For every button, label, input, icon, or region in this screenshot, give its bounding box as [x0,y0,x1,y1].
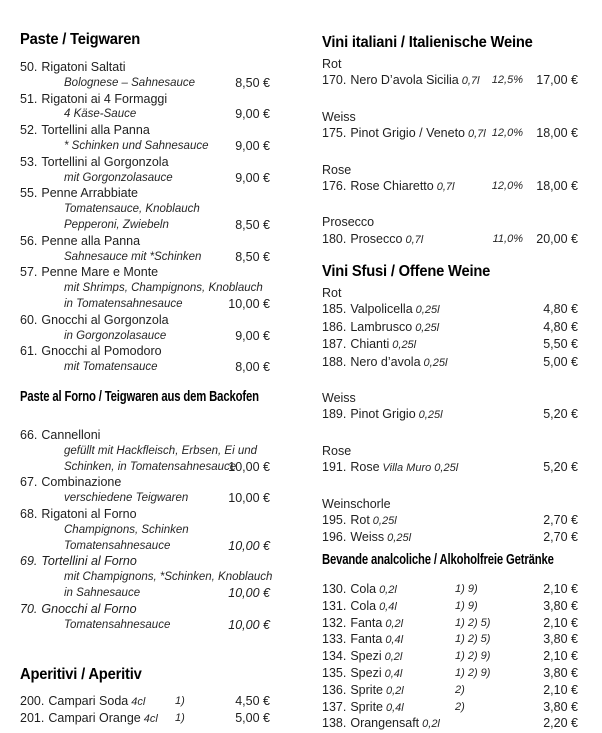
item-description-row [20,329,270,345]
item-description: mit Gorgonzolasauce [64,171,173,184]
item-size: 0,25l [372,515,397,528]
item-description-row [20,139,270,155]
item-size: 0,7l [468,128,486,141]
item-price: 3,80 € [543,665,578,680]
item-price: 5,20 € [543,460,578,475]
item-number: 200. [20,694,45,708]
menu-item-row [322,406,578,423]
item-number: 60. [20,312,38,327]
item-abv: 12,0% [491,127,523,140]
item-price: 2,10 € [543,615,578,630]
item-description-row [20,523,270,539]
subheader-label: Weinschorle [322,496,391,511]
item-number: 131. [322,598,347,613]
item-price: 17,00 € [536,73,578,88]
item-number: 180. [322,231,347,246]
menu-column-right [322,0,578,731]
item-description: mit Shrimps, Champignons, Knoblauch [64,282,263,295]
item-description: Bolognese – Sahnesauce [64,76,196,89]
item-price: 10,00 € [228,538,270,553]
item-number: 170. [322,73,347,88]
item-description-row [20,570,273,586]
wine-type-subheader [322,390,578,406]
item-number: 52. [20,123,38,138]
menu-item-row [20,711,270,728]
item-size: 4cl [131,696,146,708]
item-number: 68. [20,506,38,521]
item-price: 3,80 € [543,699,578,714]
item-name: Campari Orange [48,710,141,725]
section-title-aperitivi: Aperitivi / Aperitiv [20,666,142,683]
menu-item-row [20,234,270,250]
item-price: 2,70 € [543,513,578,528]
menu-item-row [20,123,270,139]
item-price: 10,00 € [228,296,270,311]
subheader-label: Rot [322,57,342,71]
item-number: 191. [322,460,347,475]
section-title-paste: Paste / Teigwaren [20,31,141,48]
item-name: Cola [350,582,377,596]
item-number: 130. [322,582,347,596]
item-name: Pinot Grigio [350,407,416,422]
item-description-row [20,250,270,266]
menu-item-row [322,125,578,142]
item-note: 1) 2) 9) [455,666,491,679]
item-name: Rose Chiaretto [350,179,434,194]
section-title-bevande: Bevande analcoliche / Alkoholfreie Getränke [322,552,554,568]
item-name: Combinazione [41,475,122,490]
item-name: Nero D’avola Sicilia [350,73,459,88]
item-price: 9,00 € [235,138,270,153]
section-title-vini-sfusi: Vini Sfusi / Offene Weine [322,263,491,280]
item-price: 3,80 € [543,632,578,647]
item-note: 1) 9) [455,599,478,612]
item-size: 0,25l [415,321,440,334]
item-price: 8,50 € [235,75,270,90]
menu-item-row [322,301,578,318]
item-number: 185. [322,302,347,317]
item-price: 9,00 € [235,107,270,122]
item-price: 9,00 € [235,170,270,185]
section-aperitivi [20,665,270,728]
item-size: 0,2l [379,584,397,596]
item-name: Cannelloni [41,428,101,442]
menu-item-row [322,178,578,195]
menu-item-row [322,512,578,529]
menu-item-row [20,265,270,281]
menu-item-row [322,700,578,717]
item-price: 2,70 € [543,530,578,545]
subheader-label: Weiss [322,391,356,406]
item-description-row [20,171,270,187]
item-number: 137. [322,699,347,714]
item-name: Rose [350,460,380,475]
item-description-row [20,618,270,634]
wine-type-subheader [322,214,578,230]
item-description: Schinken, in Tomatensahnesauce [64,460,237,473]
menu-item-row [322,683,578,700]
item-description-row [20,218,270,234]
section-title-paste-al-forno: Paste al Forno / Teigwaren aus dem Backofen [20,389,259,405]
item-note: 1) [175,695,185,707]
item-price: 4,80 € [543,302,578,317]
item-size: 0,2l [386,684,404,697]
item-note: 1) 2) 5) [455,616,491,629]
item-size: 0,4l [386,701,404,714]
menu-item-row [322,649,578,666]
item-name: Tortellini alla Panna [41,123,150,138]
wine-type-subheader [322,109,578,125]
menu-item-row [20,475,270,491]
menu-item-row [20,186,270,202]
item-number: 195. [322,513,347,528]
menu-item-row [20,554,270,570]
item-number: 175. [322,126,347,141]
item-size: 0,25l [423,356,448,369]
item-size: 0,7l [436,181,455,194]
item-name: Penne alla Panna [41,233,141,248]
item-description-row [20,460,270,476]
item-name: Gnocchi al Gorgonzola [41,312,169,327]
item-name: Gnocchi al Forno [41,601,137,616]
menu-item-row [322,666,578,683]
item-note: 1) 2) 5) [455,633,491,646]
item-price: 5,20 € [543,407,578,422]
item-price: 8,50 € [235,249,270,264]
item-price: 8,00 € [235,360,270,375]
subheader-label: Prosecco [322,215,375,230]
wine-type-subheader [322,285,578,301]
subheader-label: Rose [322,162,352,177]
item-name: Orangensaft [350,716,420,731]
item-description-row [20,297,270,313]
item-size: 0,4l [385,634,404,647]
item-number: 69. [20,554,38,569]
item-size: 0,4l [384,667,403,680]
item-name: Lambrusco [350,319,413,334]
item-number: 66. [20,428,38,442]
item-name: Spezi [350,649,382,664]
menu-item-row [322,319,578,336]
menu-item-row [322,72,578,89]
subheader-label: Rot [322,286,342,300]
item-name: Cola [350,598,377,613]
item-description: verschiedene Teigwaren [64,492,189,505]
item-number: 50. [20,60,38,74]
item-size: 0,25l [392,339,417,352]
item-description-row [20,202,270,218]
item-name: Rigatoni al Forno [41,506,137,521]
item-number: 196. [322,530,347,545]
item-number: 187. [322,337,347,352]
menu-item-row [20,507,270,523]
item-size: 0,2l [422,718,440,731]
item-price: 8,50 € [235,217,270,232]
item-number: 189. [322,407,347,422]
item-size: 0,7l [461,75,480,88]
item-name: Rot [350,513,370,528]
item-number: 53. [20,154,38,169]
item-description: * Schinken und Sahnesauce [64,139,209,152]
section-title-vini-italiani: Vini italiani / Italienische Weine [322,34,533,51]
item-description: in Tomatensahnesauce [64,297,183,310]
item-name: Chianti [350,337,390,352]
item-size: 4cl [143,712,158,725]
item-name: Tortellini al Forno [41,554,137,569]
item-name: Penne Mare e Monte [41,265,159,280]
item-price: 20,00 € [536,231,578,246]
item-price: 4,50 € [235,694,270,708]
item-price: 2,10 € [543,582,578,596]
menu-item-row [20,155,270,171]
wine-type-subheader [322,162,578,178]
item-price: 9,00 € [235,328,270,343]
item-description-row [20,586,270,602]
menu-column-left [20,0,273,725]
item-price: 2,10 € [543,649,578,664]
menu-item-row [20,694,270,711]
subheader-label: Rose [322,443,352,458]
item-note: 1) 2) 9) [455,650,491,663]
wine-type-subheader [322,56,578,72]
item-size: 0,2l [385,617,404,630]
item-name: Spezi [350,665,382,680]
item-description: in Gorgonzolasauce [64,329,167,342]
item-name: Nero d’avola [350,354,421,369]
item-price: 2,20 € [543,716,578,731]
item-number: 57. [20,265,38,280]
item-name: Sprite [350,699,383,714]
item-number: 67. [20,475,38,490]
menu-item-row [322,336,578,353]
menu-item-row [20,313,270,329]
section-paste-al-forno [20,388,273,633]
wine-type-subheader [322,496,578,512]
item-name: Fanta [350,615,383,630]
menu-item-row [322,582,578,599]
item-price: 5,50 € [543,337,578,352]
item-description-row [20,491,270,507]
menu-item-row [322,354,578,371]
item-name: Weiss [350,530,385,545]
item-price: 3,80 € [543,598,578,613]
item-number: 132. [322,615,347,630]
item-description-row [20,281,270,297]
item-name: Fanta [350,632,383,647]
section-bevande [322,551,578,733]
item-abv: 12,0% [491,180,523,193]
menu-item-row [322,632,578,649]
item-size: 0,25l [418,409,443,422]
item-description: Tomatensahnesauce [64,618,171,631]
item-number: 186. [322,319,347,334]
item-description: mit Tomatensauce [64,361,158,374]
item-description: gefüllt mit Hackfleisch, Erbsen, Ei und [64,444,258,457]
menu-item-row [322,616,578,633]
item-abv: 11,0% [492,232,523,245]
item-price: 5,00 € [543,354,578,369]
menu-item-row [20,602,270,618]
item-price: 2,10 € [543,682,578,697]
menu-item-row [20,60,270,76]
item-name: Pinot Grigio / Veneto [350,126,465,141]
item-price: 18,00 € [536,126,578,141]
item-description: Tomatensauce, Knoblauch [64,203,200,216]
item-number: 56. [20,233,38,248]
item-size: 0,2l [384,651,403,664]
item-size: 0,7l [405,233,424,246]
item-price: 10,00 € [228,459,270,474]
item-number: 55. [20,186,38,201]
menu-item-row [322,529,578,546]
section-vini-italiani [322,33,578,248]
item-size: 0,25l [415,304,440,317]
item-description: Pepperoni, Zwiebeln [64,218,169,231]
item-price: 10,00 € [228,617,270,632]
item-note: 1) [175,711,185,724]
item-name: Rigatoni ai 4 Formaggi [41,91,168,106]
item-name: Sprite [350,682,383,697]
item-name: Prosecco [350,231,403,246]
item-description: mit Champignons, *Schinken, Knoblauch [64,571,273,584]
menu-item-row [20,428,270,444]
wine-type-subheader [322,443,578,459]
item-description-row [20,76,270,92]
item-size: 0,25l [387,532,412,545]
item-name: Gnocchi al Pomodoro [41,344,162,359]
section-vini-sfusi [322,262,578,547]
menu-item-row [322,459,578,476]
item-name: Campari Soda [48,694,129,708]
subheader-label: Weiss [322,109,356,124]
item-name: Tortellini al Gorgonzola [41,154,169,169]
item-price: 10,00 € [228,491,270,506]
item-size: 0,4l [379,600,397,613]
item-name: Valpolicella [350,302,413,317]
item-number: 61. [20,344,38,359]
item-number: 136. [322,682,347,697]
item-description-row [20,360,270,376]
item-note: 2) [455,700,465,713]
item-abv: 12,5% [491,74,523,87]
item-name: Rigatoni Saltati [41,60,126,74]
item-description-row [20,444,270,460]
item-name: Penne Arrabbiate [41,186,138,201]
item-description-row [20,107,270,123]
menu-item-row [322,716,578,733]
item-description: Sahnesauce mit *Schinken [64,250,202,263]
item-number: 70. [20,601,38,616]
menu-item-row [322,231,578,248]
item-number: 51. [20,91,38,106]
item-price: 10,00 € [228,585,270,600]
item-number: 138. [322,716,347,731]
item-note: 2) [455,683,465,696]
item-size: Villa Muro 0,25l [382,462,459,475]
item-description: Champignons, Schinken [64,523,189,536]
item-number: 135. [322,665,347,680]
item-description: in Sahnesauce [64,586,141,599]
item-number: 133. [322,632,347,647]
menu-item-row [322,599,578,616]
section-paste [20,30,270,376]
item-description-row [20,539,270,555]
item-description: Tomatensahnesauce [64,539,171,552]
menu-item-row [20,92,270,108]
item-price: 4,80 € [543,319,578,334]
item-price: 18,00 € [536,179,578,194]
item-number: 201. [20,710,45,725]
item-price: 5,00 € [235,710,270,725]
item-note: 1) 9) [455,583,478,595]
item-description: 4 Käse-Sauce [64,108,137,121]
item-number: 134. [322,649,347,664]
item-number: 176. [322,179,347,194]
item-number: 188. [322,354,347,369]
menu-item-row [20,344,270,360]
